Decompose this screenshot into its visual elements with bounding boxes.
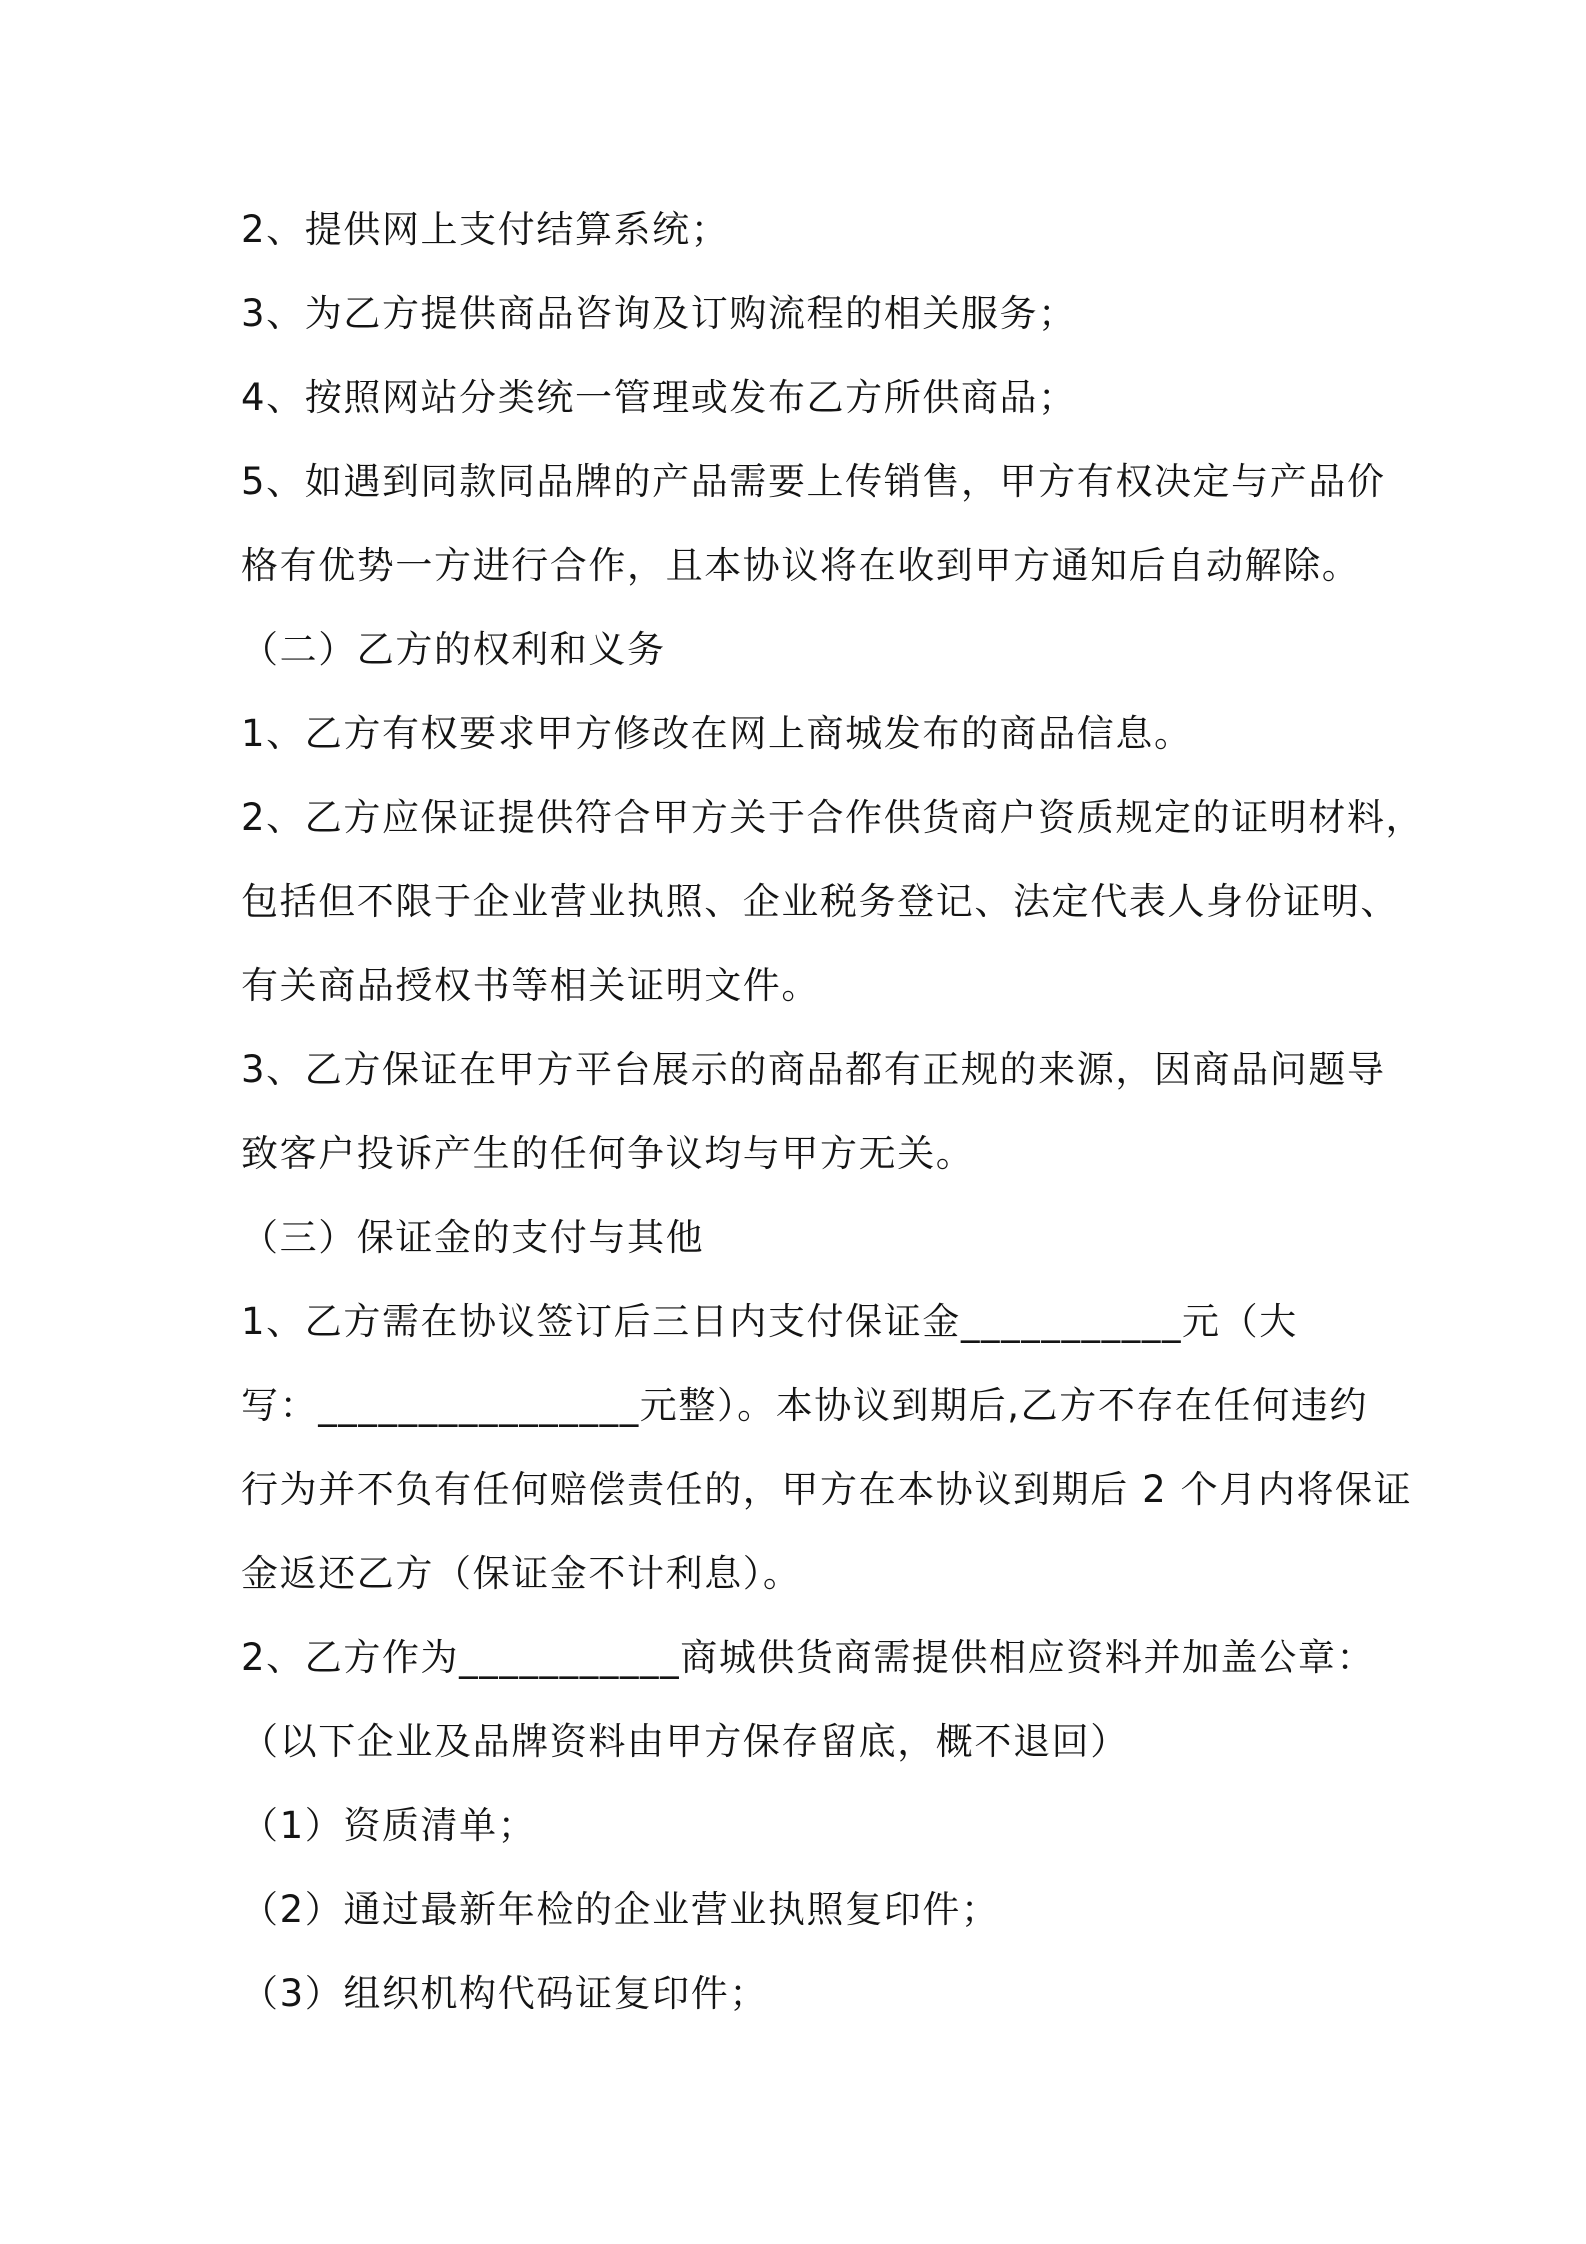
paragraph-line: 5、如遇到同款同品牌的产品需要上传销售，甲方有权决定与产品价 [241, 460, 1386, 503]
paragraph-line: 行为并不负有任何赔偿责任的，甲方在本协议到期后 2 个月内将保证 [241, 1468, 1413, 1511]
paragraph-line: 2、乙方作为___________商城供货商需提供相应资料并加盖公章： [241, 1636, 1376, 1679]
paragraph-line: 写：________________元整）。本协议到期后,乙方不存在任何违约 [241, 1384, 1369, 1427]
paragraph-line: 2、提供网上支付结算系统； [241, 208, 730, 251]
paragraph-line: 格有优势一方进行合作，且本协议将在收到甲方通知后自动解除。 [241, 544, 1361, 587]
paragraph-line: 2、乙方应保证提供符合甲方关于合作供货商户资质规定的证明材料， [241, 796, 1425, 839]
paragraph-line: 金返还乙方（保证金不计利息）。 [241, 1552, 802, 1595]
paragraph-line: （以下企业及品牌资料由甲方保存留底，概不退回） [241, 1720, 1129, 1763]
paragraph-line: 1、乙方有权要求甲方修改在网上商城发布的商品信息。 [241, 712, 1193, 755]
list-item: （3）组织机构代码证复印件； [241, 1972, 768, 2015]
paragraph-line: 3、乙方保证在甲方平台展示的商品都有正规的来源，因商品问题导 [241, 1048, 1386, 1091]
paragraph-line: 4、按照网站分类统一管理或发布乙方所供商品； [241, 376, 1077, 419]
list-item: （1）资质清单； [241, 1804, 537, 1847]
section-heading: （三）保证金的支付与其他 [241, 1216, 705, 1259]
list-item: （2）通过最新年检的企业营业执照复印件； [241, 1888, 1000, 1931]
paragraph-line: 包括但不限于企业营业执照、企业税务登记、法定代表人身份证明、 [241, 880, 1399, 923]
paragraph-line: 1、乙方需在协议签订后三日内支付保证金___________元（大 [241, 1300, 1298, 1343]
paragraph-line: 有关商品授权书等相关证明文件。 [241, 964, 820, 1007]
section-heading: （二）乙方的权利和义务 [241, 628, 666, 671]
paragraph-line: 致客户投诉产生的任何争议均与甲方无关。 [241, 1132, 975, 1175]
paragraph-line: 3、为乙方提供商品咨询及订购流程的相关服务； [241, 292, 1077, 335]
